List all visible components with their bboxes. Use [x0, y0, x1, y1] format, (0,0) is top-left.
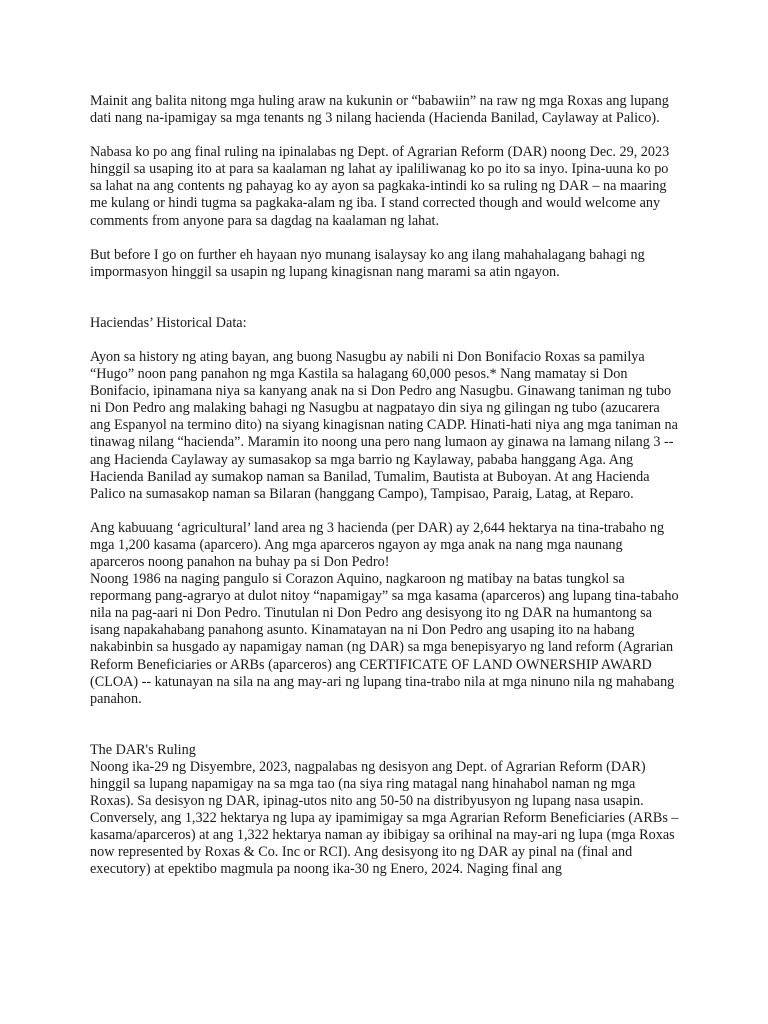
dar-ruling-paragraph: Noong ika-29 ng Disyembre, 2023, nagpalabas ng desisyon ang Dept. of Agrarian Reform (DAR) hinggil sa lupang napamigay na sa mga tao (na siya ring matagal nang hinahabol naman ng mga Roxas). Sa desisyon ng DAR, ipinag-utos nito ang 50-50 na distribyusyon ng lupang nasa usapin. Conversely, ang 1,322 hektarya ng lupa ay ipamimigay sa mga Agrarian Reform Beneficiaries (ARBs – kasama/aparceros) at ang 1,322 hektarya naman ay ibibigay sa orihinal na may-ari ng lupa (mga Roxas now represented by Roxas & Co. Inc or RCI). Ang desisyong ito ng DAR ay pinal na (final and executory) at epektibo magmula pa noong ika-30 ng Enero, 2024. Naging final ang — [90, 758, 679, 878]
section-heading-dar-ruling: The DAR's Ruling — [90, 741, 196, 758]
ruling-intro-paragraph: Nabasa ko po ang final ruling na ipinalabas ng Dept. of Agrarian Reform (DAR) noong Dec. 29, 2023 hinggil sa usaping ito at para sa kaalaman ng lahat ay ipaliliwanag ko po ito sa inyo. Ipina-uuna ko po sa lahat na ang contents ng pahayag ko ay ayon sa pagkaka-intindi ko sa ruling ng DAR – na maaring me kulang or hindi tugma sa pagkaka-alam ng iba. I stand corrected though and would welcome any comments from anyone para sa dagdag na kaalaman ng lahat. — [90, 144, 670, 229]
section-spacer — [90, 281, 680, 315]
paragraph-spacer — [90, 332, 680, 349]
paragraph-spacer — [90, 230, 680, 247]
section-heading-historical: Haciendas’ Historical Data: — [90, 314, 247, 331]
paragraph-spacer — [90, 503, 680, 520]
land-area-paragraph: Ang kabuuang ‘agricultural’ land area ng 3 hacienda (per DAR) ay 2,644 hektarya na tina-trabaho ng mga 1,200 kasama (aparcero). Ang mga aparceros ngayon ay mga anak na nang mga naunang aparceros noong panahon na buhay pa si Don Pedro! — [90, 519, 665, 570]
history-paragraph: Ayon sa history ng ating bayan, ang buong Nasugbu ay nabili ni Don Bonifacio Roxas sa pamilya “Hugo” noon pang panahon ng mga Kastila sa halagang 60,000 pesos.* Nang mamatay si Don Bonifacio, ipinamana niya sa kanyang anak na si Don Pedro ang Nasugbu. Ginawang taniman ng tubo ni Don Pedro ang malaking bahagi ng Nasugbu at nagpatayo din siya ng gilingan ng tubo (azucarera ang Espanyol na termino dito) na siyang kinagisnan nating CADP. Hinati-hati niya ang mga taniman na tinawag nilang “hacienda”. Maramin ito noong una pero nang lumaon ay ginawa na lamang nilang 3 --ang Hacienda Caylaway ay sumasakop sa mga barrio ng Kaylaway, pababa hanggang Aga. Ang Hacienda Banilad ay sumakop naman sa Banilad, Tumalim, Bautista at Buboyan. At ang Hacienda Palico na sumasakop naman sa Bilaran (hanggang Campo), Tampisao, Paraig, Latag, at Reparo. — [90, 348, 678, 502]
background-paragraph: But before I go on further eh hayaan nyo munang isalaysay ko ang ilang mahahalagang bahagi ng impormasyon hinggil sa usapin ng lupang kinagisnan nang marami sa atin ngayon. — [90, 246, 645, 280]
document-page — [90, 93, 680, 879]
intro-paragraph: Mainit ang balita nitong mga huling araw na kukunin or “babawiin” na raw ng mga Roxas ang lupang dati nang na-ipamigay sa mga tenants ng 3 nilang hacienda (Hacienda Banilad, Caylaway at Palico). — [90, 93, 669, 127]
paragraph-spacer — [90, 127, 680, 144]
section-spacer — [90, 708, 680, 742]
land-reform-paragraph: Noong 1986 na naging pangulo si Corazon Aquino, nagkaroon ng matibay na batas tungkol sa repormang pang-agraryo at dulot nitoy “napamigay” sa mga kasama (aparceros) ang lupang tina-tabaho nila na pag-aari ni Don Pedro. Tinutulan ni Don Pedro ang desisyong ito ng DAR na humantong sa isang napakahabang panahong asunto. Kinamatayan na ni Don Pedro ang usaping ito na habang nakabinbin sa husgado ay napamigay naman (ng DAR) sa mga benepisyaryo ng land reform (Agrarian Reform Beneficiaries or ARBs (aparceros) ang CERTIFICATE OF LAND OWNERSHIP AWARD (CLOA) -- katunayan na sila na ang may-ari ng lupang tina-trabo nila at mga ninuno nila ng mahabang panahon. — [90, 571, 679, 707]
